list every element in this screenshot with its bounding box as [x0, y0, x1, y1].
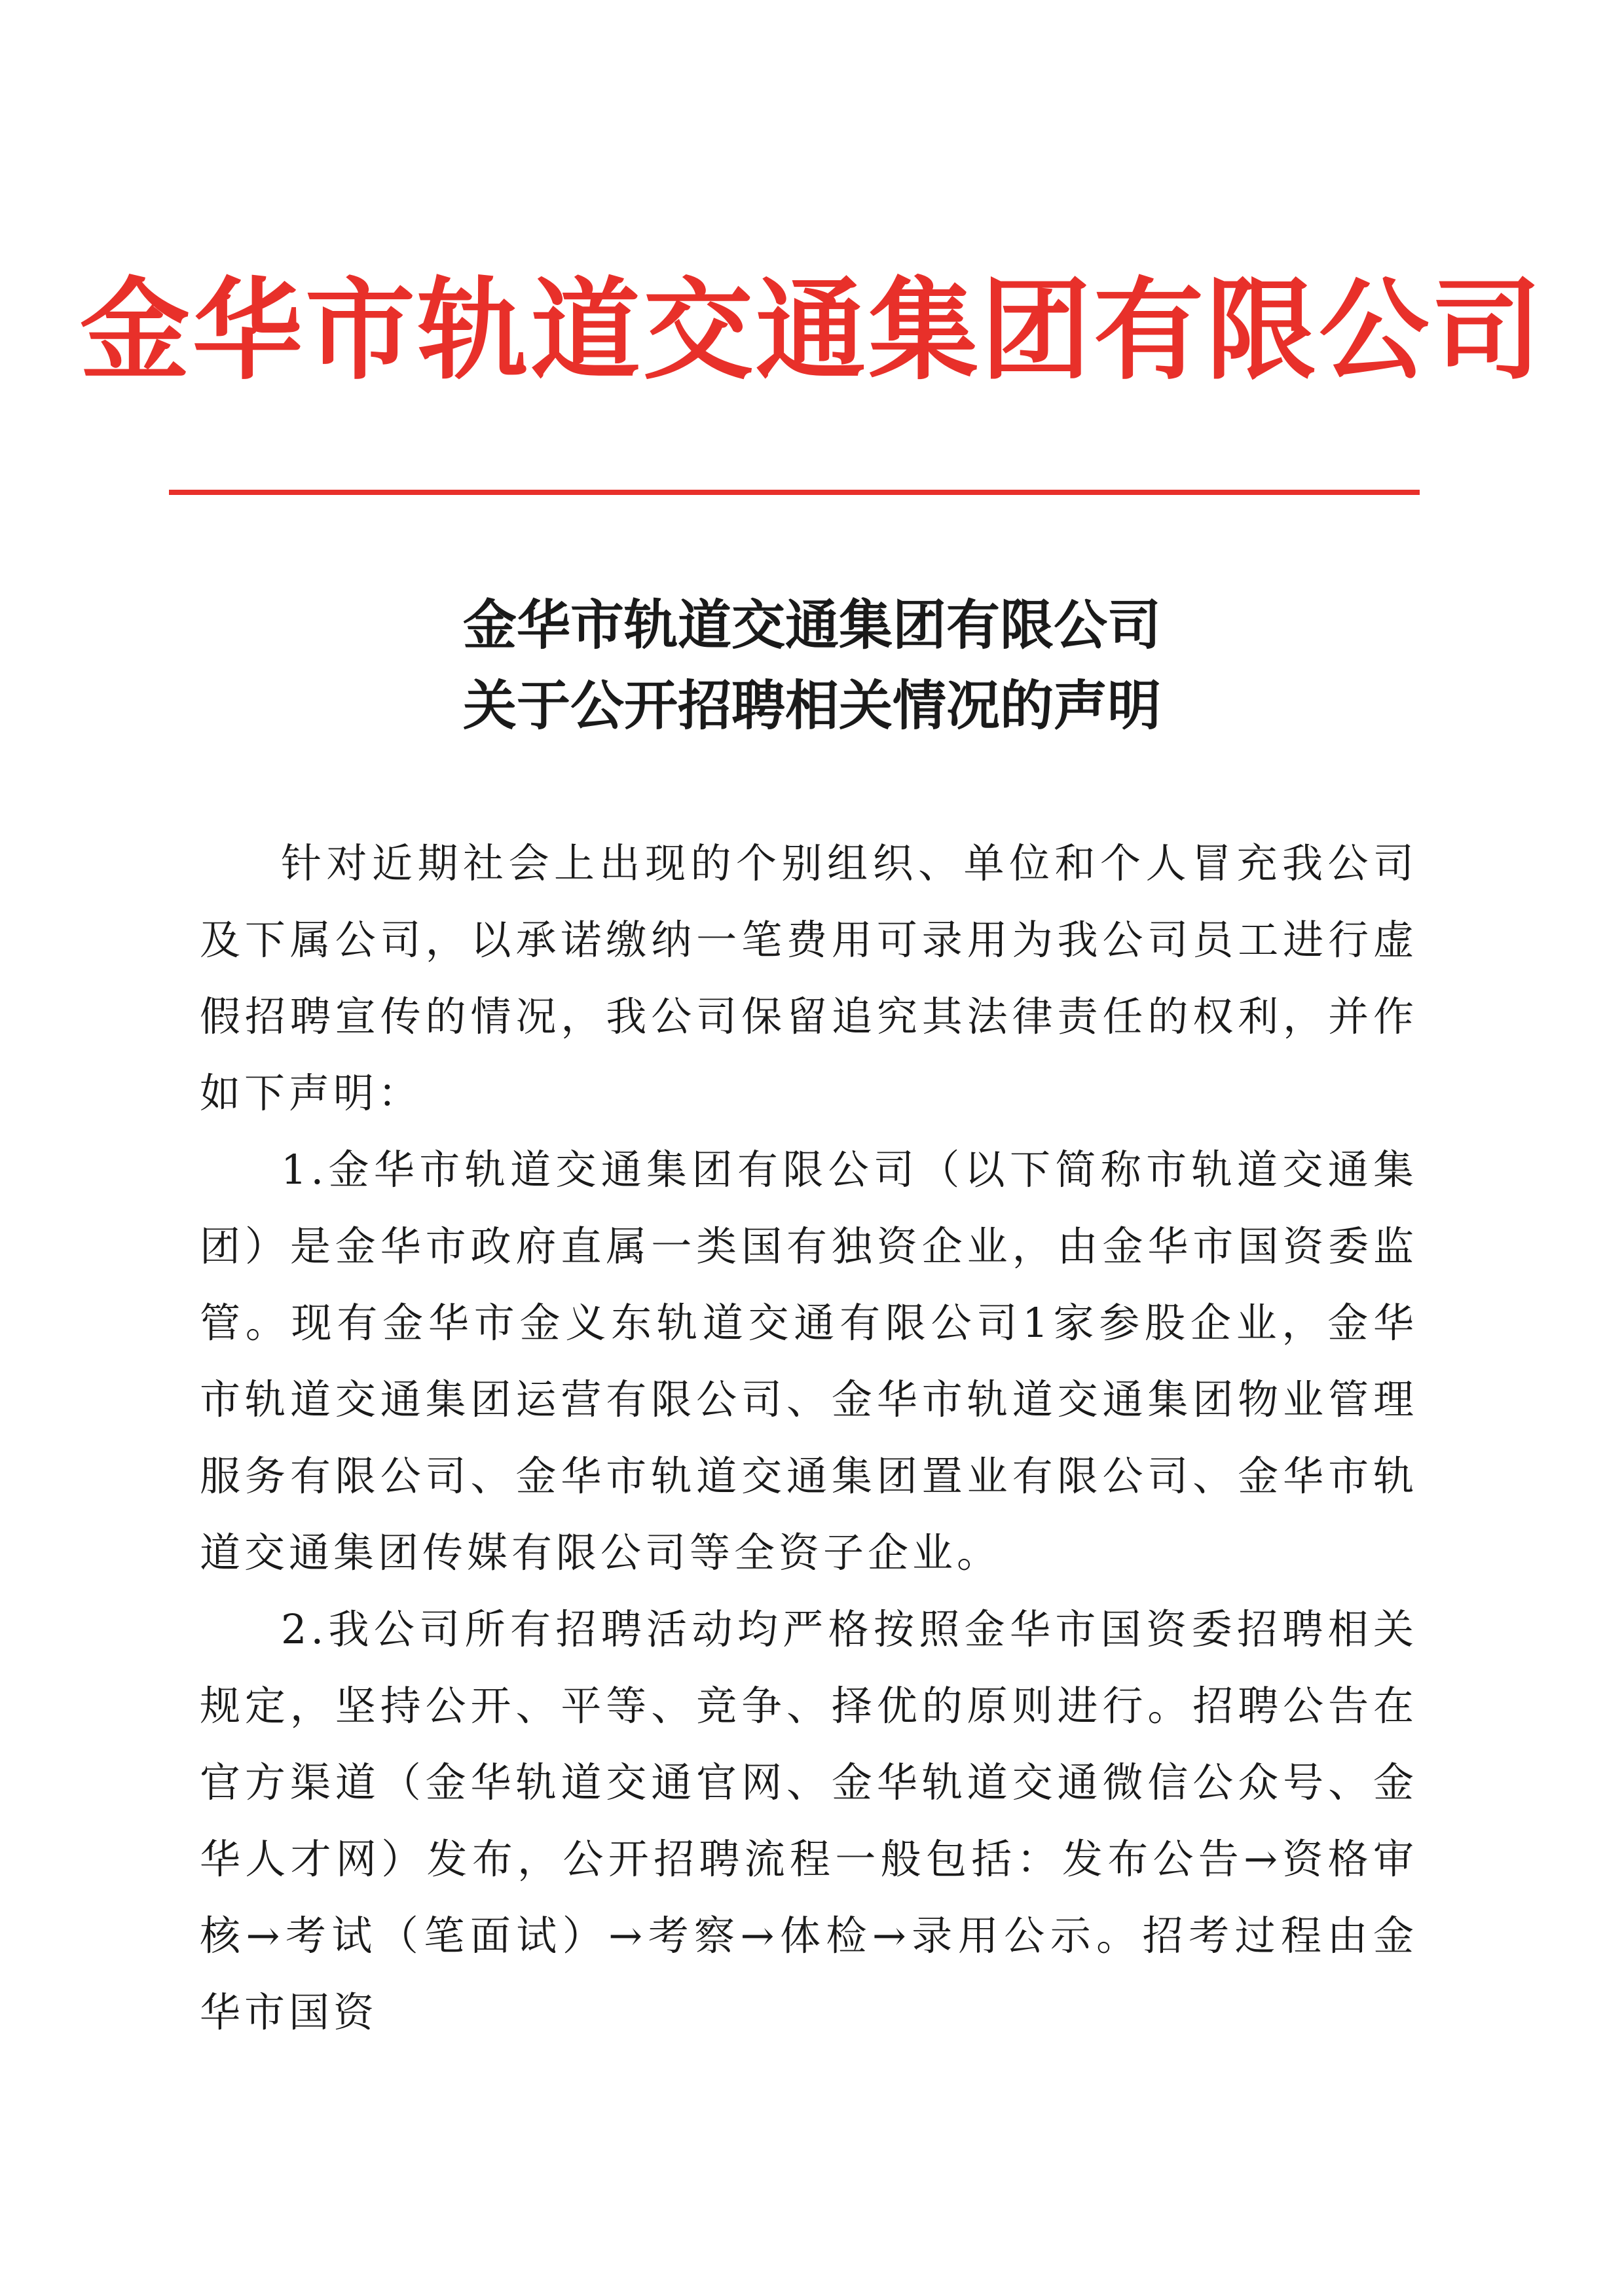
body-paragraph-1: 1.金华市轨道交通集团有限公司（以下简称市轨道交通集团）是金华市政府直属一类国有独资企业，由金华市国资委监管。现有金华市金义东轨道交通有限公司1家参股企业，金华市轨道交通集团运营有限公司、金华市轨道交通集团物业管理服务有限公司、金华市轨道交通集团置业有限公司、金华市轨道交通集团传媒有限公司等全资子企业。 — [200, 1146, 1418, 1576]
document-title-line-2: 关于公开招聘相关情况的声明 — [462, 674, 1161, 737]
document-body — [200, 825, 1418, 2050]
body-paragraph-intro: 针对近期社会上出现的个别组织、单位和个人冒充我公司及下属公司，以承诺缴纳一笔费用可录用为我公司员工进行虚假招聘宣传的情况，我公司保留追究其法律责任的权利，并作如下声明： — [200, 839, 1418, 1117]
letterhead-company-name: 金华市轨道交通集团有限公司 — [80, 266, 1544, 395]
letterhead-red-rule — [169, 490, 1420, 495]
body-paragraph-2: 2.我公司所有招聘活动均严格按照金华市国资委招聘相关规定，坚持公开、平等、竞争、择优的原则进行。招聘公告在官方渠道（金华轨道交通官网、金华轨道交通微信公众号、金华人才网）发布，公开招聘流程一般包括：发布公告→资格审核→考试（笔面试）→考察→体检→录用公示。招考过程由金华市国资 — [200, 1605, 1418, 2036]
document-title-line-1: 金华市轨道交通集团有限公司 — [462, 594, 1161, 657]
